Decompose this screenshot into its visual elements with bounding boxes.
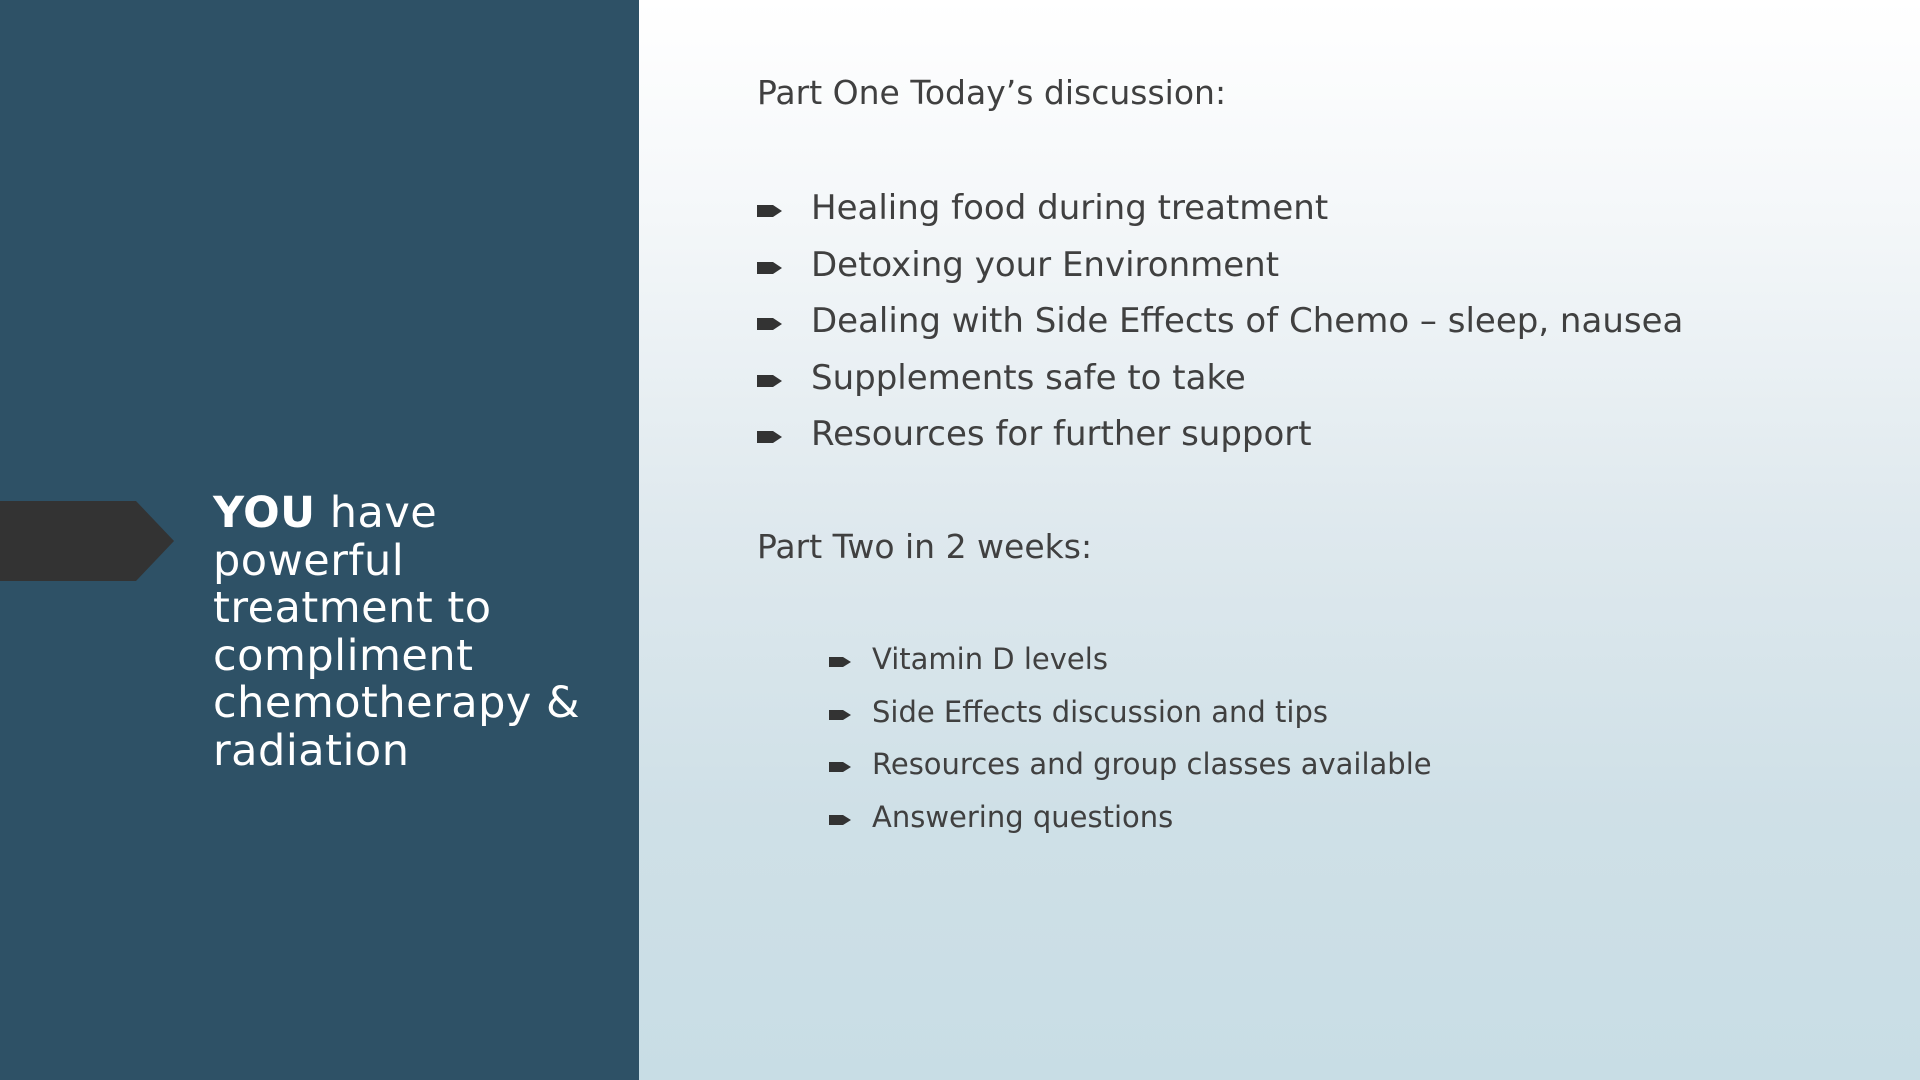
list-item bbox=[829, 686, 1432, 739]
list-item-text: Resources for further support bbox=[811, 414, 1312, 455]
list-item bbox=[829, 738, 1432, 791]
list-item-text: Answering questions bbox=[872, 799, 1174, 834]
part-one-list bbox=[757, 180, 1683, 463]
arrow-bullet-icon bbox=[757, 245, 811, 285]
list-item-text: Dealing with Side Effects of Chemo – sleep, nausea bbox=[811, 301, 1684, 342]
pentagon-arrow-tab-icon bbox=[0, 501, 174, 581]
tagline bbox=[213, 490, 613, 775]
list-item bbox=[757, 180, 1683, 237]
content-panel bbox=[639, 0, 1920, 1080]
list-item-text: Detoxing your Environment bbox=[811, 244, 1280, 285]
tagline-emphasis: YOU bbox=[213, 488, 316, 538]
arrow-bullet-icon bbox=[829, 695, 872, 729]
list-item bbox=[829, 633, 1432, 686]
list-item-text: Side Effects discussion and tips bbox=[872, 694, 1328, 729]
part-two-heading: Part Two in 2 weeks: bbox=[757, 527, 1093, 566]
arrow-bullet-icon bbox=[757, 414, 811, 454]
arrow-bullet-icon bbox=[829, 800, 872, 834]
list-item bbox=[829, 791, 1432, 844]
list-item bbox=[757, 350, 1683, 407]
part-two-list bbox=[829, 633, 1432, 843]
list-item-text: Supplements safe to take bbox=[811, 357, 1246, 398]
list-item bbox=[757, 237, 1683, 294]
tagline-text: have powerful treatment to compliment chemotherapy & radiation bbox=[213, 488, 581, 776]
arrow-bullet-icon bbox=[829, 747, 872, 781]
arrow-bullet-icon bbox=[757, 358, 811, 398]
list-item-text: Vitamin D levels bbox=[872, 642, 1108, 677]
arrow-bullet-icon bbox=[757, 301, 811, 341]
list-item-text: Healing food during treatment bbox=[811, 188, 1329, 229]
list-item-text: Resources and group classes available bbox=[872, 747, 1432, 782]
list-item bbox=[757, 406, 1683, 463]
sidebar-panel bbox=[0, 0, 639, 1080]
list-item bbox=[757, 293, 1683, 350]
arrow-bullet-icon bbox=[757, 188, 811, 228]
arrow-bullet-icon bbox=[829, 642, 872, 676]
part-one-heading: Part One Today’s discussion: bbox=[757, 73, 1227, 112]
